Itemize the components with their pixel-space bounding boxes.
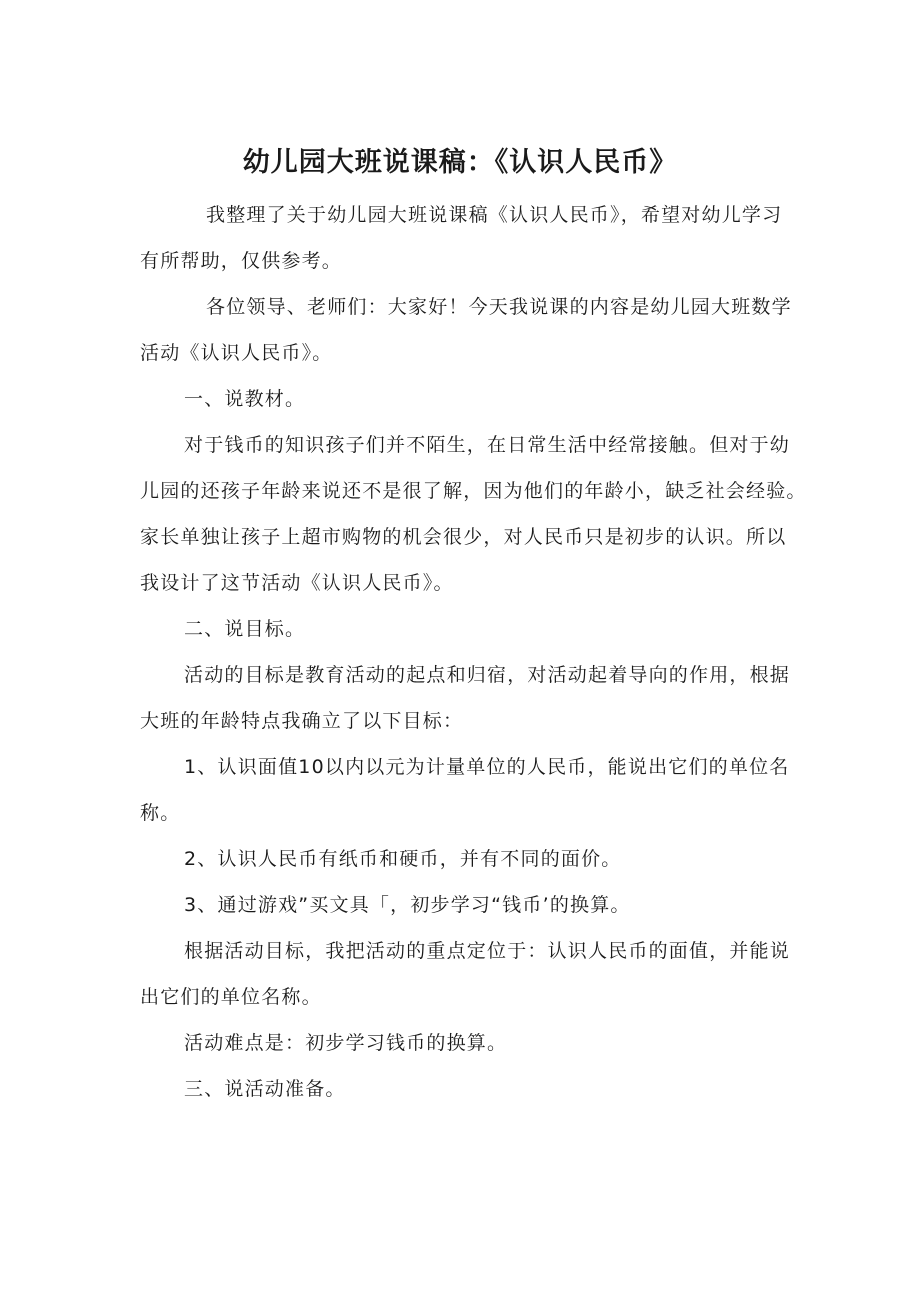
paragraph-line: 大班的年龄特点我确立了以下目标：	[140, 710, 464, 732]
goal-item: 3、通过游戏”买文具「，初步学习“钱币’的换算。	[184, 894, 631, 916]
paragraph-line: 对于钱币的知识孩子们并不陌生，在日常生活中经常接触。但对于幼	[184, 434, 791, 456]
paragraph-line: 各位领导、老师们：大家好！今天我说课的内容是幼儿园大班数学	[206, 296, 792, 318]
paragraph-line: 有所帮助，仅供参考。	[140, 250, 343, 272]
goal-item: 2、认识人民币有纸币和硬币，并有不同的面价。	[184, 848, 622, 870]
paragraph-line: 活动难点是：初步学习钱币的换算。	[184, 1032, 508, 1054]
paragraph-line: 我整理了关于幼儿园大班说课稿《认识人民币》，希望对幼儿学习	[206, 204, 783, 226]
paragraph-line: 我设计了这节活动《认识人民币》。	[140, 572, 454, 594]
goal-item: 1、认识面值10以内以元为计量单位的人民币，能说出它们的单位名	[184, 756, 790, 778]
paragraph-line: 根据活动目标，我把活动的重点定位于：认识人民币的面值，并能说	[184, 940, 791, 962]
paragraph-line: 出它们的单位名称。	[140, 986, 322, 1008]
section-heading: 一、说教材。	[184, 388, 306, 410]
paragraph-line: 活动的目标是教育活动的起点和归宿，对活动起着导向的作用，根据	[184, 664, 791, 686]
document-title: 幼儿园大班说课稿：《认识人民币》	[242, 147, 678, 178]
paragraph-line: 家长单独让孩子上超市购物的机会很少，对人民币只是初步的认识。所以	[140, 526, 787, 548]
section-heading: 二、说目标。	[184, 618, 306, 640]
paragraph-line: 活动《认识人民币》。	[140, 342, 333, 364]
paragraph-line: 儿园的还孩子年龄来说还不是很了解，因为他们的年龄小，缺乏社会经验。	[140, 480, 807, 502]
document-body	[140, 200, 807, 1120]
section-heading: 三、说活动准备。	[184, 1078, 346, 1100]
goal-item-continuation: 称。	[140, 802, 181, 824]
